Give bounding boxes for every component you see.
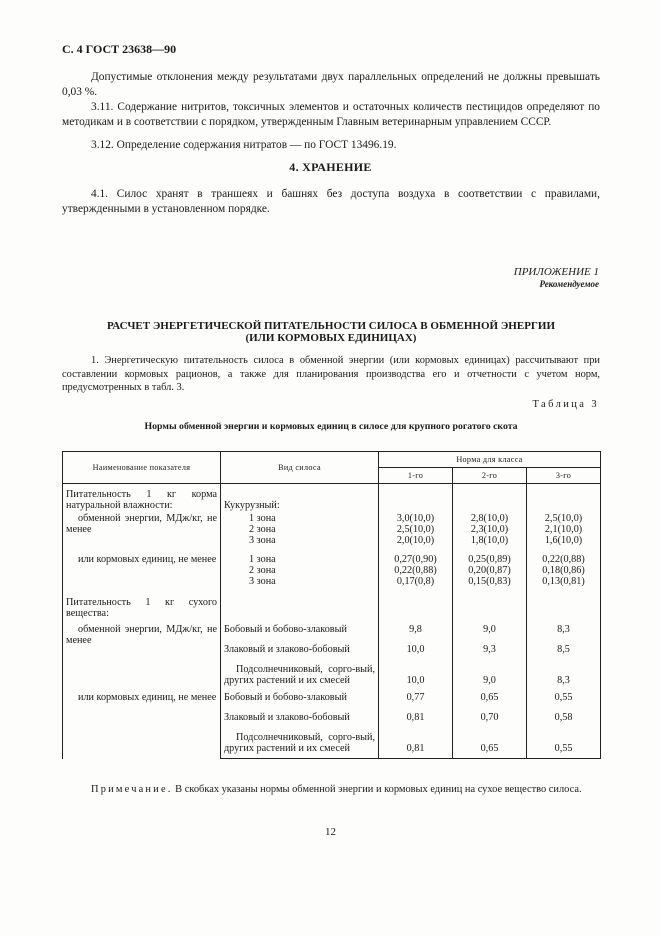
appendix-label: ПРИЛОЖЕНИЕ 1 <box>513 266 599 278</box>
page-header: С. 4 ГОСТ 23638—90 <box>62 42 177 56</box>
appendix-paragraph-1: 1. Энергетическую питательность силоса в обменной энергии (или кормовых единицах) рассчитывают при составлении кормовых рационов, а также для планирования производства его и отчетности с учетом норм, предусмотренных в табл. 3. <box>62 355 600 393</box>
zone-label: 1 зона <box>249 513 276 524</box>
value: 2,1(10,0) <box>544 524 583 535</box>
table-title: Нормы обменной энергии и кормовых единиц в силосе для крупного рогатого скота <box>144 421 518 432</box>
value: 0,81 <box>379 728 453 759</box>
value: 0,65 <box>453 686 527 708</box>
class-1-values <box>379 546 453 587</box>
value: 1,8(10,0) <box>470 535 509 546</box>
value: 10,0 <box>379 640 453 660</box>
value: 9,0 <box>453 619 527 640</box>
class-3-values <box>527 546 601 587</box>
value: 0,55 <box>527 728 601 759</box>
row-label-energy: обменной энергии, МДж/кг, не менее <box>63 511 221 546</box>
paragraph-3-12: 3.12. Определение содержания нитратов — по ГОСТ 13496.19. <box>91 139 397 151</box>
value: 0,25(0,89) <box>468 554 511 565</box>
value: 0,15(0,83) <box>468 576 511 587</box>
silage-type: Бобовый и бобово-злаковый <box>221 686 379 708</box>
value: 0,70 <box>453 708 527 728</box>
value: 2,0(10,0) <box>396 535 435 546</box>
table-row <box>63 686 601 708</box>
col-header-class-norm: Норма для класса <box>379 452 601 468</box>
value: 0,17(0,8) <box>396 576 435 587</box>
value: 9,8 <box>379 619 453 640</box>
value: 0,77 <box>379 686 453 708</box>
note-text: В скобках указаны нормы обменной энергии и кормовых единиц на сухое вещество силоса. <box>175 784 582 795</box>
silage-type: Подсолнечниковый, сорго-вый, других растений и их смесей <box>221 728 379 759</box>
silage-type: Подсолнечниковый, сорго-вый, других растений и их смесей <box>221 660 379 686</box>
value: 1,6(10,0) <box>544 535 583 546</box>
silage-type: Бобовый и бобово-злаковый <box>221 619 379 640</box>
col-header-class-1: 1-го <box>379 468 453 484</box>
value: 0,22(0,88) <box>394 565 437 576</box>
paragraph-4-1: 4.1. Силос хранят в траншеях и башнях без доступа воздуха в соответствии с правилами, утвержденными в установленном порядке. <box>62 188 600 216</box>
page-number: 12 <box>325 826 336 838</box>
class-1-values <box>379 511 453 546</box>
zone-label: 2 зона <box>249 565 276 576</box>
row-label-feed-dry: или кормовых единиц, не менее <box>63 686 221 759</box>
value: 8,5 <box>527 640 601 660</box>
appendix-label-block <box>514 266 599 290</box>
table-label: Таблица 3 <box>532 399 599 410</box>
value: 9,3 <box>453 640 527 660</box>
zone-label: 1 зона <box>249 554 276 565</box>
zones-cell <box>221 511 379 546</box>
table-note <box>62 783 600 797</box>
zone-label: 3 зона <box>249 535 276 546</box>
class-3-values <box>527 511 601 546</box>
value: 2,8(10,0) <box>470 513 509 524</box>
table-row <box>63 619 601 640</box>
table-row <box>63 587 601 619</box>
section-heading-storage: 4. ХРАНЕНИЕ <box>289 160 372 174</box>
appendix-title-line2: (ИЛИ КОРМОВЫХ ЕДИНИЦАХ) <box>245 332 417 344</box>
row-label-feed-units: или кормовых единиц, не менее <box>63 546 221 587</box>
value: 0,55 <box>527 686 601 708</box>
class-2-values <box>453 511 527 546</box>
value: 8,3 <box>527 660 601 686</box>
appendix-status: Рекомендуемое <box>539 279 599 289</box>
value: 2,5(10,0) <box>544 513 583 524</box>
row-label-energy-dry: обменной энергии, МДж/кг, не менее <box>63 619 221 686</box>
table-row <box>63 484 601 512</box>
zone-label: 3 зона <box>249 576 276 587</box>
value: 0,22(0,88) <box>542 554 585 565</box>
paragraph-3-11: 3.11. Содержание нитритов, токсичных элементов и остаточных количеств пестицидов определяют по методикам и в соответствии с порядком, утвержденным Главным ветеринарным управлением СССР. <box>62 101 600 129</box>
value: 0,65 <box>453 728 527 759</box>
zones-cell <box>221 546 379 587</box>
value: 0,27(0,90) <box>394 554 437 565</box>
appendix-title-line1: РАСЧЕТ ЭНЕРГЕТИЧЕСКОЙ ПИТАТЕЛЬНОСТИ СИЛОСА В ОБМЕННОЙ ЭНЕРГИИ <box>106 320 556 332</box>
table-row <box>63 546 601 587</box>
section-dry-matter: Питательность 1 кг сухого вещества: <box>63 587 221 619</box>
value: 0,20(0,87) <box>468 565 511 576</box>
col-header-silage-type: Вид силоса <box>221 452 379 484</box>
value: 2,3(10,0) <box>470 524 509 535</box>
col-header-indicator: Наименование показателя <box>63 452 221 484</box>
note-label: Примечание. <box>91 784 173 795</box>
col-header-class-2: 2-го <box>453 468 527 484</box>
zone-label: 2 зона <box>249 524 276 535</box>
table-row <box>63 511 601 546</box>
value: 9,0 <box>453 660 527 686</box>
silage-type-corn: Кукурузный: <box>221 484 379 512</box>
appendix-title <box>62 320 600 344</box>
paragraph-tolerance: Допустимые отклонения между результатами двух параллельных определений не должны превышать 0,03 %. <box>62 71 600 99</box>
value: 0,13(0,81) <box>542 576 585 587</box>
col-header-class-3: 3-го <box>527 468 601 484</box>
value: 8,3 <box>527 619 601 640</box>
value: 2,5(10,0) <box>396 524 435 535</box>
value: 0,81 <box>379 708 453 728</box>
silage-type: Злаковый и злаково-бобовый <box>221 708 379 728</box>
value: 3,0(10,0) <box>396 513 435 524</box>
silage-type: Злаковый и злаково-бобовый <box>221 640 379 660</box>
value: 0,18(0,86) <box>542 565 585 576</box>
section-natural-moisture: Питательность 1 кг корма натуральной влажности: <box>63 484 221 512</box>
norms-table <box>62 451 601 759</box>
value: 10,0 <box>379 660 453 686</box>
value: 0,58 <box>527 708 601 728</box>
class-2-values <box>453 546 527 587</box>
